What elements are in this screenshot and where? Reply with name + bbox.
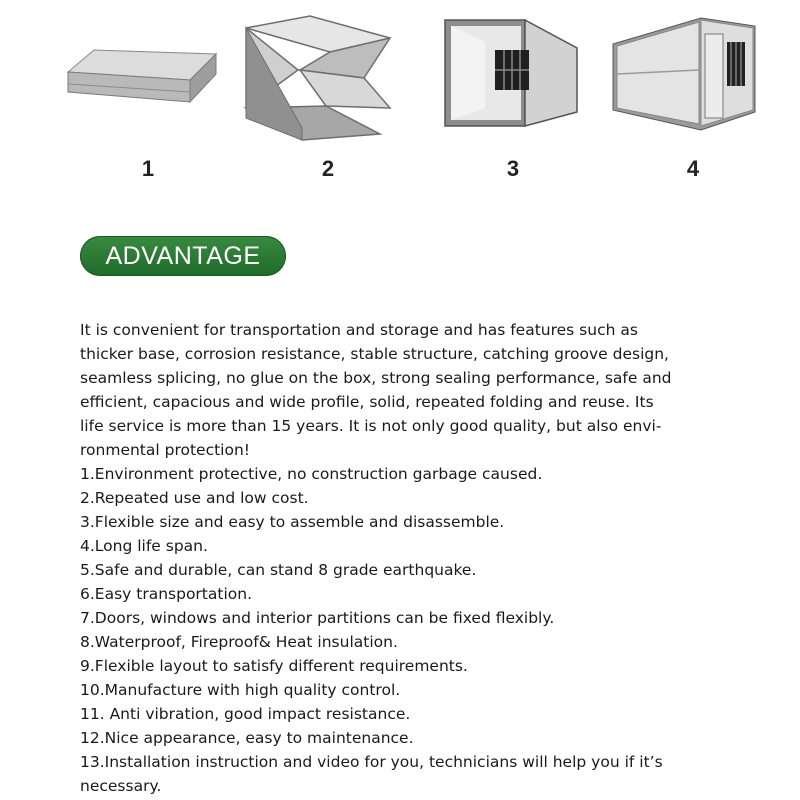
list-item: 2.Repeated use and low cost. <box>80 489 309 507</box>
step-number: 2 <box>321 156 335 181</box>
intro-line: seamless splicing, no glue on the box, strong sealing performance, safe and <box>80 369 672 387</box>
list-item: 4.Long life span. <box>80 537 208 555</box>
step-1 <box>60 8 240 188</box>
step-number: 3 <box>506 156 520 181</box>
intro-paragraph <box>80 318 700 462</box>
list-item: 5.Safe and durable, can stand 8 grade earthquake. <box>80 561 477 579</box>
list-item: 9.Flexible layout to satisfy different requirements. <box>80 657 468 675</box>
advantage-content <box>80 318 700 798</box>
advantage-list <box>80 462 700 798</box>
step-3 <box>425 8 605 188</box>
intro-line: efficient, capacious and wide profile, solid, repeated folding and reuse. Its <box>80 393 654 411</box>
step-2 <box>240 8 420 188</box>
assembled-container-icon <box>605 8 785 158</box>
intro-line: life service is more than 15 years. It is not only good quality, but also envi- <box>80 417 662 435</box>
folded-container-icon <box>60 8 240 158</box>
list-item: 10.Manufacture with high quality control. <box>80 681 401 699</box>
intro-line: thicker base, corrosion resistance, stable structure, catching groove design, <box>80 345 669 363</box>
assembly-steps <box>0 0 800 200</box>
intro-line: It is convenient for transportation and storage and has features such as <box>80 321 638 339</box>
advantage-title: ADVANTAGE <box>105 241 261 270</box>
unfolding-container-icon <box>240 8 420 158</box>
list-item: 1.Environment protective, no construction garbage caused. <box>80 465 543 483</box>
step-number: 1 <box>141 156 155 181</box>
step-4 <box>605 8 785 188</box>
opened-container-icon <box>425 8 605 158</box>
list-item: 6.Easy transportation. <box>80 585 252 603</box>
list-item: 11. Anti vibration, good impact resistance. <box>80 705 411 723</box>
list-item: 13.Installation instruction and video for you, technicians will help you if it’s <box>80 753 663 771</box>
list-item: 7.Doors, windows and interior partitions can be fixed flexibly. <box>80 609 555 627</box>
list-item: 8.Waterproof, Fireproof& Heat insulation. <box>80 633 398 651</box>
step-number: 4 <box>686 156 700 181</box>
list-item: 3.Flexible size and easy to assemble and disassemble. <box>80 513 505 531</box>
intro-line: ronmental protection! <box>80 441 251 459</box>
advantage-badge <box>80 236 286 276</box>
list-item: 12.Nice appearance, easy to maintenance. <box>80 729 414 747</box>
list-item: necessary. <box>80 777 162 795</box>
